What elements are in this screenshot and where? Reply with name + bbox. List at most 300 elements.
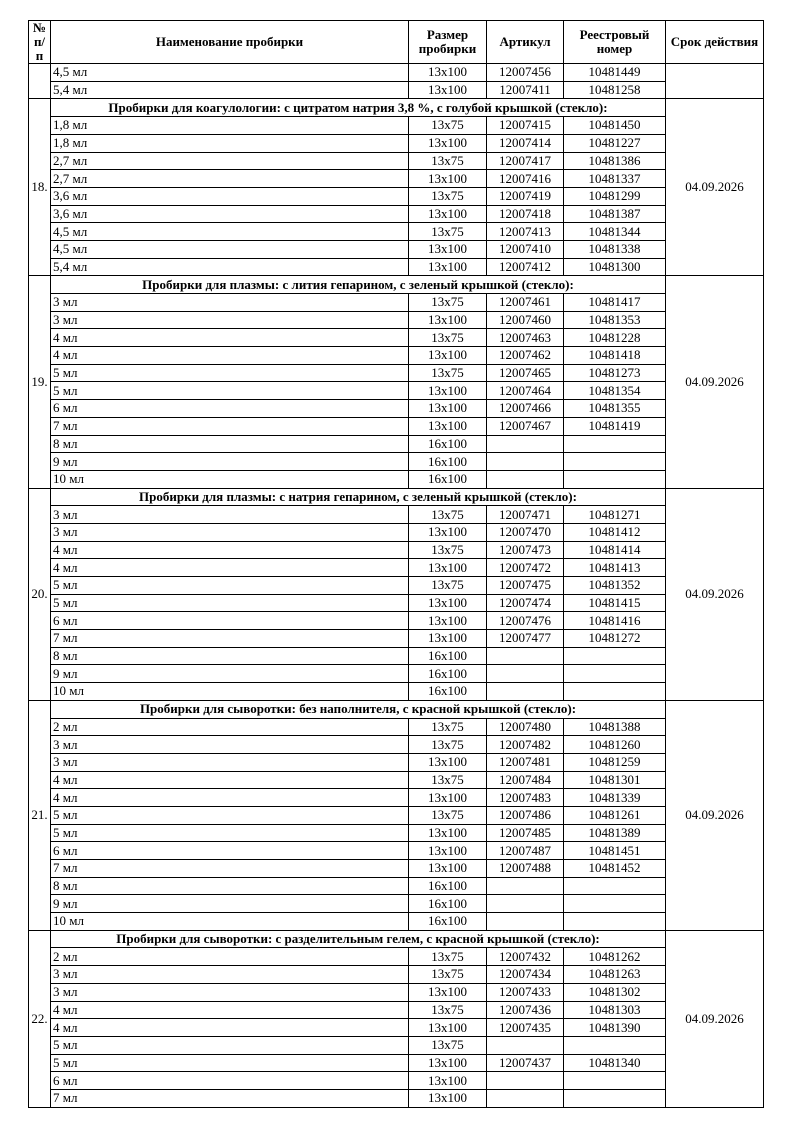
registry-number-cell: 10481271 [564,506,666,524]
tube-size-cell: 13x100 [409,824,487,842]
article-cell [487,1072,564,1090]
table-row [29,1089,764,1107]
tube-size-cell: 13x100 [409,382,487,400]
registry-number-cell: 10481227 [564,134,666,152]
article-cell [487,1036,564,1054]
tube-size-cell: 13x100 [409,170,487,188]
tube-name-cell: 4,5 мл [51,64,409,82]
table-row [29,913,764,931]
tube-name-cell: 3 мл [51,294,409,312]
validity-date: 04.09.2026 [666,99,764,276]
table-row [29,1054,764,1072]
tube-name-cell: 4 мл [51,329,409,347]
table-row [29,718,764,736]
validity-date: 04.09.2026 [666,700,764,930]
article-cell: 12007414 [487,134,564,152]
registry-number-cell [564,895,666,913]
table-row [29,294,764,312]
tube-size-cell: 13x100 [409,842,487,860]
table-row [29,577,764,595]
table-row [29,753,764,771]
section-number: 19. [29,276,51,488]
table-row [29,806,764,824]
tube-name-cell: 5 мл [51,1054,409,1072]
tube-name-cell: 6 мл [51,1072,409,1090]
table-row [29,134,764,152]
tube-size-cell: 13x75 [409,152,487,170]
tube-name-cell: 4,5 мл [51,240,409,258]
tube-size-cell: 13x75 [409,187,487,205]
tube-size-cell: 16x100 [409,877,487,895]
article-cell: 12007476 [487,612,564,630]
registry-number-cell: 10481415 [564,594,666,612]
tube-name-cell: 4 мл [51,771,409,789]
tube-size-cell: 13x75 [409,506,487,524]
registry-number-cell [564,665,666,683]
tube-size-cell: 13x100 [409,311,487,329]
tube-size-cell: 13x100 [409,1089,487,1107]
column-header-registry: Реестровый номер [564,21,666,64]
tube-name-cell: 4 мл [51,789,409,807]
section-number: 21. [29,700,51,930]
tube-name-cell: 3 мл [51,983,409,1001]
tube-name-cell: 2 мл [51,718,409,736]
section-title: Пробирки для сыворотки: без наполнителя, с красной крышкой (стекло): [51,700,666,718]
table-row [29,329,764,347]
registry-number-cell: 10481273 [564,364,666,382]
section-row [29,276,764,294]
tube-name-cell: 5 мл [51,824,409,842]
article-cell: 12007477 [487,630,564,648]
tube-size-cell: 13x75 [409,948,487,966]
table-row [29,594,764,612]
tube-size-cell: 13x75 [409,364,487,382]
table-row [29,665,764,683]
tube-name-cell: 7 мл [51,630,409,648]
tube-size-cell: 13x75 [409,806,487,824]
registry-number-cell: 10481303 [564,1001,666,1019]
tube-name-cell: 5 мл [51,1036,409,1054]
tube-size-cell: 13x100 [409,523,487,541]
tube-name-cell: 4,5 мл [51,223,409,241]
article-cell: 12007432 [487,948,564,966]
registry-number-cell [564,1072,666,1090]
registry-number-cell: 10481258 [564,81,666,99]
tube-size-cell: 13x100 [409,1054,487,1072]
tube-size-cell: 13x100 [409,64,487,82]
tube-size-cell: 13x100 [409,1019,487,1037]
article-cell: 12007465 [487,364,564,382]
registry-number-cell: 10481419 [564,417,666,435]
registry-number-cell [564,453,666,471]
article-cell: 12007460 [487,311,564,329]
article-cell [487,665,564,683]
tube-size-cell: 13x100 [409,860,487,878]
tube-size-cell: 13x75 [409,771,487,789]
tube-name-cell: 6 мл [51,400,409,418]
registry-number-cell: 10481413 [564,559,666,577]
validity-date: 04.09.2026 [666,488,764,700]
tube-name-cell: 4 мл [51,347,409,365]
article-cell [487,647,564,665]
registry-number-cell: 10481339 [564,789,666,807]
registry-number-cell [564,1089,666,1107]
article-cell: 12007487 [487,842,564,860]
article-cell: 12007473 [487,541,564,559]
article-cell: 12007413 [487,223,564,241]
article-cell: 12007415 [487,117,564,135]
article-cell: 12007467 [487,417,564,435]
article-cell [487,453,564,471]
section-title: Пробирки для плазмы: с натрия гепарином, с зеленый крышкой (стекло): [51,488,666,506]
registry-number-cell [564,913,666,931]
article-cell: 12007411 [487,81,564,99]
article-cell [487,895,564,913]
tube-name-cell: 3 мл [51,966,409,984]
article-cell: 12007466 [487,400,564,418]
registry-number-cell: 10481390 [564,1019,666,1037]
article-cell: 12007434 [487,966,564,984]
article-cell: 12007412 [487,258,564,276]
table-row [29,152,764,170]
article-cell: 12007433 [487,983,564,1001]
table-row [29,347,764,365]
registry-number-cell: 10481344 [564,223,666,241]
registry-number-cell [564,470,666,488]
registry-number-cell: 10481418 [564,347,666,365]
tube-name-cell: 2,7 мл [51,152,409,170]
registry-number-cell: 10481353 [564,311,666,329]
table-row [29,895,764,913]
tube-size-cell: 16x100 [409,683,487,701]
article-cell: 12007486 [487,806,564,824]
registry-number-cell: 10481259 [564,753,666,771]
tube-size-cell: 13x100 [409,630,487,648]
tube-name-cell: 3 мл [51,311,409,329]
table-row [29,117,764,135]
tube-name-cell: 3,6 мл [51,205,409,223]
article-cell: 12007475 [487,577,564,595]
tube-name-cell: 10 мл [51,913,409,931]
registry-number-cell: 10481449 [564,64,666,82]
table-row [29,470,764,488]
tube-name-cell: 4 мл [51,559,409,577]
table-header [29,21,764,64]
article-cell: 12007436 [487,1001,564,1019]
table-row [29,311,764,329]
registry-number-cell: 10481451 [564,842,666,860]
section-number: 22. [29,930,51,1107]
tube-size-cell: 13x75 [409,577,487,595]
registry-number-cell: 10481299 [564,187,666,205]
registry-number-cell: 10481261 [564,806,666,824]
table-row [29,559,764,577]
tube-name-cell: 8 мл [51,877,409,895]
table-row [29,523,764,541]
registry-number-cell: 10481452 [564,860,666,878]
tube-name-cell: 5,4 мл [51,258,409,276]
tube-size-cell: 16x100 [409,913,487,931]
tube-size-cell: 16x100 [409,435,487,453]
table-body [29,64,764,1108]
registry-number-cell: 10481412 [564,523,666,541]
tube-name-cell: 3 мл [51,523,409,541]
tube-size-cell: 16x100 [409,470,487,488]
table-row [29,364,764,382]
table-row [29,435,764,453]
column-header-article: Артикул [487,21,564,64]
tube-name-cell: 9 мл [51,665,409,683]
tube-name-cell: 5 мл [51,382,409,400]
article-cell: 12007464 [487,382,564,400]
tube-name-cell: 6 мл [51,612,409,630]
table-row [29,64,764,82]
table-row [29,81,764,99]
article-cell: 12007483 [487,789,564,807]
tube-name-cell: 3,6 мл [51,187,409,205]
registry-number-cell: 10481302 [564,983,666,1001]
table-row [29,453,764,471]
tube-size-cell: 16x100 [409,895,487,913]
tube-name-cell: 6 мл [51,842,409,860]
tube-registry-table [28,20,764,1108]
table-row [29,683,764,701]
header-row [29,21,764,64]
tube-name-cell: 3 мл [51,736,409,754]
registry-number-cell: 10481388 [564,718,666,736]
section-row [29,99,764,117]
tube-name-cell: 9 мл [51,895,409,913]
tube-name-cell: 5 мл [51,364,409,382]
tube-size-cell: 16x100 [409,453,487,471]
tube-name-cell: 4 мл [51,1001,409,1019]
tube-size-cell: 16x100 [409,647,487,665]
tube-size-cell: 13x100 [409,753,487,771]
registry-number-cell: 10481352 [564,577,666,595]
column-header-name: Наименование пробирки [51,21,409,64]
table-row [29,966,764,984]
tube-name-cell: 9 мл [51,453,409,471]
table-row [29,630,764,648]
table-row [29,824,764,842]
table-row [29,400,764,418]
validity-date: 04.09.2026 [666,276,764,488]
tube-name-cell: 2,7 мл [51,170,409,188]
registry-number-cell [564,435,666,453]
validity-date [666,64,764,99]
registry-number-cell: 10481337 [564,170,666,188]
column-header-validity: Срок действия [666,21,764,64]
table-row [29,789,764,807]
tube-name-cell: 3 мл [51,753,409,771]
section-row [29,930,764,948]
tube-size-cell: 13x100 [409,983,487,1001]
table-row [29,240,764,258]
registry-number-cell: 10481263 [564,966,666,984]
registry-number-cell: 10481389 [564,824,666,842]
tube-name-cell: 3 мл [51,506,409,524]
article-cell [487,1089,564,1107]
table-row [29,223,764,241]
tube-name-cell: 1,8 мл [51,134,409,152]
validity-date: 04.09.2026 [666,930,764,1107]
tube-size-cell: 13x100 [409,594,487,612]
registry-number-cell: 10481272 [564,630,666,648]
tube-name-cell: 10 мл [51,683,409,701]
tube-size-cell: 13x100 [409,81,487,99]
registry-number-cell: 10481417 [564,294,666,312]
article-cell [487,470,564,488]
table-row [29,258,764,276]
tube-size-cell: 13x100 [409,612,487,630]
column-header-number: № п/п [29,21,51,64]
table-row [29,983,764,1001]
tube-name-cell: 2 мл [51,948,409,966]
section-title: Пробирки для коагулологии: с цитратом натрия 3,8 %, с голубой крышкой (стекло): [51,99,666,117]
tube-size-cell: 13x100 [409,400,487,418]
registry-number-cell: 10481301 [564,771,666,789]
tube-name-cell: 8 мл [51,647,409,665]
article-cell: 12007410 [487,240,564,258]
registry-number-cell: 10481340 [564,1054,666,1072]
section-number: 18. [29,99,51,276]
article-cell: 12007456 [487,64,564,82]
article-cell [487,913,564,931]
article-cell: 12007482 [487,736,564,754]
tube-name-cell: 1,8 мл [51,117,409,135]
table-row [29,1036,764,1054]
section-title: Пробирки для плазмы: с лития гепарином, с зеленый крышкой (стекло): [51,276,666,294]
table-row [29,382,764,400]
tube-size-cell: 13x100 [409,240,487,258]
table-row [29,736,764,754]
table-row [29,647,764,665]
column-header-size: Размер пробирки [409,21,487,64]
table-row [29,877,764,895]
tube-name-cell: 7 мл [51,1089,409,1107]
tube-size-cell: 13x100 [409,134,487,152]
table-row [29,842,764,860]
tube-size-cell: 13x75 [409,329,487,347]
registry-number-cell: 10481262 [564,948,666,966]
article-cell: 12007418 [487,205,564,223]
tube-name-cell: 5 мл [51,594,409,612]
article-cell [487,435,564,453]
article-cell: 12007462 [487,347,564,365]
registry-number-cell: 10481354 [564,382,666,400]
registry-number-cell [564,1036,666,1054]
tube-name-cell: 5,4 мл [51,81,409,99]
tube-size-cell: 13x75 [409,718,487,736]
registry-number-cell: 10481300 [564,258,666,276]
table-row [29,612,764,630]
tube-name-cell: 8 мл [51,435,409,453]
table-row [29,860,764,878]
tube-size-cell: 13x100 [409,347,487,365]
table-row [29,506,764,524]
table-row [29,771,764,789]
registry-number-cell: 10481387 [564,205,666,223]
section-row [29,488,764,506]
tube-size-cell: 13x75 [409,294,487,312]
registry-number-cell: 10481386 [564,152,666,170]
tube-size-cell: 13x75 [409,541,487,559]
table-row [29,187,764,205]
tube-size-cell: 13x75 [409,1036,487,1054]
tube-size-cell: 13x100 [409,258,487,276]
table-row [29,541,764,559]
registry-number-cell [564,877,666,895]
registry-number-cell: 10481355 [564,400,666,418]
article-cell: 12007470 [487,523,564,541]
tube-size-cell: 13x75 [409,117,487,135]
registry-number-cell: 10481338 [564,240,666,258]
table-row [29,1001,764,1019]
article-cell: 12007481 [487,753,564,771]
registry-number-cell: 10481228 [564,329,666,347]
tube-name-cell: 4 мл [51,1019,409,1037]
table-row [29,170,764,188]
article-cell: 12007416 [487,170,564,188]
article-cell: 12007461 [487,294,564,312]
tube-size-cell: 13x100 [409,417,487,435]
tube-name-cell: 5 мл [51,577,409,595]
tube-size-cell: 16x100 [409,665,487,683]
tube-size-cell: 13x100 [409,789,487,807]
tube-name-cell: 7 мл [51,860,409,878]
article-cell: 12007437 [487,1054,564,1072]
registry-number-cell [564,683,666,701]
section-title: Пробирки для сыворотки: с разделительным гелем, с красной крышкой (стекло): [51,930,666,948]
tube-size-cell: 13x75 [409,966,487,984]
tube-name-cell: 10 мл [51,470,409,488]
registry-number-cell: 10481416 [564,612,666,630]
tube-name-cell: 7 мл [51,417,409,435]
registry-number-cell: 10481414 [564,541,666,559]
tube-name-cell: 4 мл [51,541,409,559]
article-cell: 12007488 [487,860,564,878]
table-row [29,417,764,435]
tube-name-cell: 5 мл [51,806,409,824]
article-cell: 12007480 [487,718,564,736]
registry-number-cell: 10481450 [564,117,666,135]
tube-size-cell: 13x75 [409,736,487,754]
tube-size-cell: 13x100 [409,205,487,223]
table-row [29,1019,764,1037]
article-cell: 12007417 [487,152,564,170]
article-cell: 12007419 [487,187,564,205]
article-cell: 12007485 [487,824,564,842]
tube-size-cell: 13x75 [409,1001,487,1019]
table-row [29,948,764,966]
table-row [29,1072,764,1090]
article-cell: 12007435 [487,1019,564,1037]
tube-size-cell: 13x100 [409,559,487,577]
article-cell: 12007484 [487,771,564,789]
tube-size-cell: 13x75 [409,223,487,241]
registry-number-cell: 10481260 [564,736,666,754]
tube-size-cell: 13x100 [409,1072,487,1090]
article-cell: 12007471 [487,506,564,524]
article-cell: 12007474 [487,594,564,612]
table-row [29,205,764,223]
registry-number-cell [564,647,666,665]
section-number: 20. [29,488,51,700]
section-number [29,64,51,99]
article-cell: 12007463 [487,329,564,347]
article-cell: 12007472 [487,559,564,577]
article-cell [487,877,564,895]
